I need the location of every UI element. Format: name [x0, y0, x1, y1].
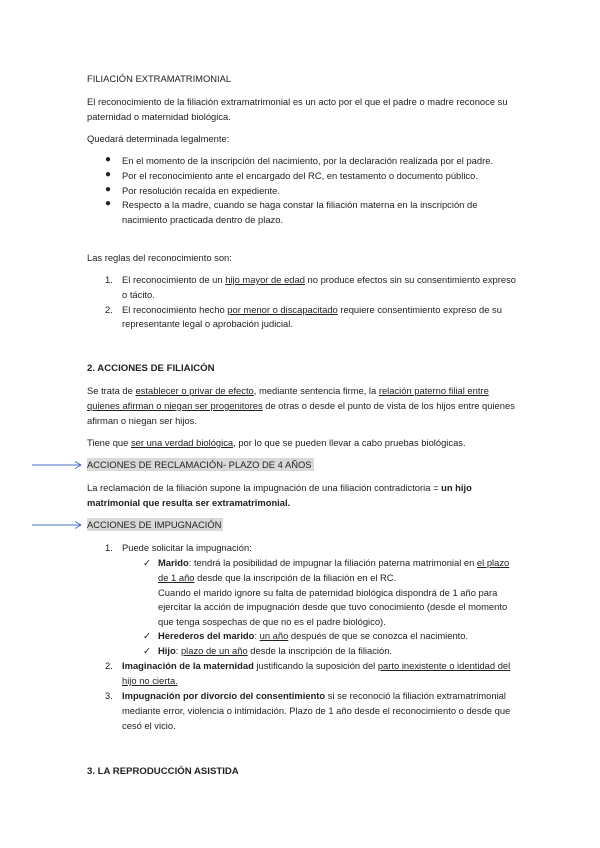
check-icon: ✓	[143, 557, 151, 568]
impugnacion-item-3: 3. Impugnación por divorcio del consentimiento si se reconoció la filiación extramatrimonial mediante error, violencia o intimidación. Plazo de 1 año desde el reconocimiento o desde que cesó el vicio.	[105, 690, 511, 731]
check-item-marido: ✓ Marido: tendrá la posibilidad de impugnar la filiación paterna matrimonial en el plazo de 1 año desde que la inscripción de la filiación en el RC. Cuando el marido ignore su falta de paternidad biológica dispondrá de 1 año para ejercitar la acción de impugnación desde que tuvo conocimiento (desde el momento que tenga sospechas de que no es el padre biológico).	[143, 557, 510, 628]
impugnacion-item-1: 1. Puede solicitar la impugnación:	[105, 542, 252, 553]
heading-reclamacion: ACCIONES DE RECLAMACIÓN- PLAZO DE 4 AÑOS	[87, 459, 312, 470]
paragraph-determinada: Quedará determinada legalmente:	[87, 133, 230, 144]
section-title-filiacion: FILIACIÓN EXTRAMATRIMONIAL	[87, 73, 232, 84]
bullet-icon: ●	[105, 168, 112, 180]
rules-list	[105, 273, 517, 332]
paragraph-reglas: Las reglas del reconocimiento son:	[87, 252, 232, 263]
list-item: 1. El reconocimiento de un hijo mayor de edad no produce efectos sin su consentimiento expreso o tácito.	[105, 274, 516, 300]
bullet-icon: ●	[105, 198, 112, 210]
paragraph-definition: El reconocimiento de la filiación extramatrimonial es un acto por el que el padre o madre reconoce su paternidad o maternidad biológica.	[87, 96, 508, 122]
bullet-icon: ●	[105, 183, 112, 195]
check-icon: ✓	[143, 645, 151, 656]
list-item: ● En el momento de la inscripción del nacimiento, por la declaración realizada por el padre.	[105, 154, 494, 166]
section-title-acciones: 2. ACCIONES DE FILIAICÓN	[87, 363, 215, 374]
section-title-reproduccion: 3. LA REPRODUCCIÓN ASISTIDA	[87, 766, 239, 777]
list-item: 2. El reconocimiento hecho por menor o discapacitado requiere consentimiento expreso de su representante legal o aprobación judicial.	[105, 303, 502, 330]
list-item: ● Respecto a la madre, cuando se haga constar la filiación materna en la inscripción de nacimiento practicada dentro de plazo.	[105, 198, 478, 226]
arrow-right-icon	[32, 520, 84, 530]
bullet-icon: ●	[105, 154, 112, 165]
paragraph-verdad-biologica: Tiene que ser una verdad biológica, por lo que se pueden llevar a cabo pruebas biológicas.	[87, 437, 466, 448]
paragraph-se-trata: Se trata de establecer o privar de efecto, mediante sentencia firme, la relación paterno filial entre quienes afirman o niegan ser progenitores de otras o desde el punto de vista de los hijos entre quienes afirman o niegan ser hijos.	[87, 385, 515, 426]
arrow-right-icon	[32, 460, 84, 470]
check-item-hijo: ✓ Hijo: plazo de un año desde la inscripción de la filiación.	[158, 644, 518, 659]
paragraph-reclamacion: La reclamación de la filiación supone la impugnación de una filiación contradictoria = un hijo matrimonial que resulta ser extramatrimonial.	[87, 482, 472, 508]
list-item: ● Por el reconocimiento ante el encargado del RC, en testamento o documento público.	[105, 168, 478, 181]
list-item: ● Por resolución recaída en expediente.	[105, 183, 280, 196]
bullet-list	[105, 154, 517, 228]
check-icon: ✓	[143, 630, 151, 641]
heading-impugnacion: ACCIONES DE IMPUGNACIÓN	[87, 519, 222, 530]
impugnacion-item-2: 2. Imaginación de la maternidad justificando la suposición del parto inexistente o identidad del hijo no cierta.	[105, 660, 511, 686]
check-item-herederos: ✓ Herederos del marido: un año después de que se conozca el nacimiento.	[158, 629, 518, 644]
